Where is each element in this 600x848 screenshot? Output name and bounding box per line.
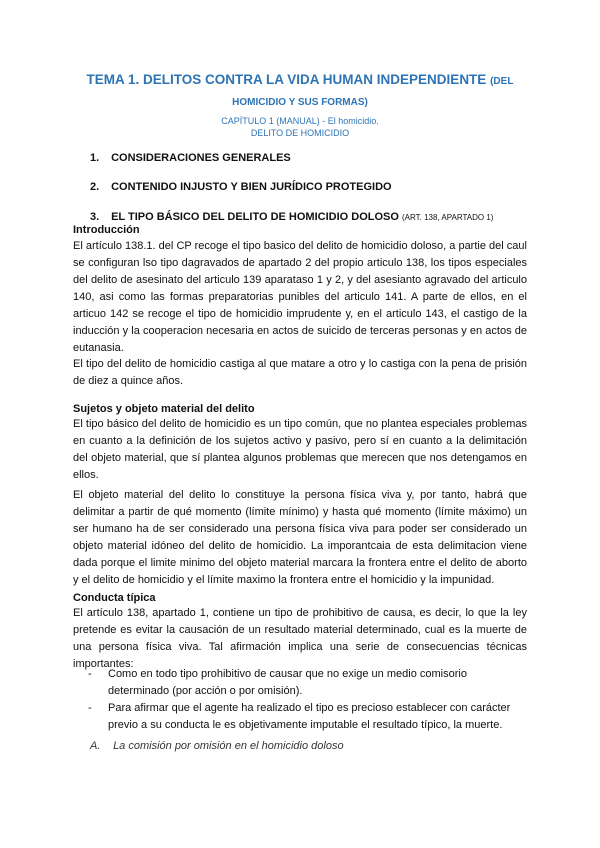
conducta-paragraph-1: El artículo 138, apartado 1, contiene un tipo de prohibitivo de causa, es decir, lo que la ley pretende es evitar la causación de un resultado material determinado, cual es la muerte de una persona física viva. Tal afirmación implica una serie de consecuencias técnicas importantes:: [73, 607, 527, 670]
heading-3-text: EL TIPO BÁSICO DEL DELITO DE HOMICIDIO DOLOSO: [111, 211, 399, 223]
dash-icon: -: [88, 668, 92, 680]
heading-2-number: 2.: [90, 181, 100, 193]
conducta-bullet-2-text: Para afirmar que el agente ha realizado el tipo es precioso establecer con carácter previo a su conducta le es objetivamente imputable el resultado típico, la muerte.: [108, 702, 511, 731]
introduccion-paragraph-2: El tipo del delito de homicidio castiga al que matare a otro y lo castiga con la pena de prisión de diez a quince años.: [73, 358, 527, 387]
introduccion-paragraph-1: El artículo 138.1. del CP recoge el tipo basico del delito de homicidio doloso, a partie del caul se configuran lso tipo dagravados de apartado 2 del propio articulo 138, los tipos especiales del delito de asesinato del articulo 139 aparataso 1 y 2, y del asesianto agravado del articulo 140, asi como las formas preparatorias punibles del articulo 141. A parte de ellos, en el articuo 142 se recoge el tipo de homicidio imprudente y, en el articulo 143, el castigo de la inducción y la cooperacion necesaria en actos de suicido de terceras personas y en actos de eutanasia.: [73, 240, 527, 354]
conducta-bullet-1-text: Como en todo tipo prohibitivo de causar que no exige un medio comisorio determinado (por acción o por omisión).: [108, 668, 467, 697]
title-main: TEMA 1. DELITOS CONTRA LA VIDA HUMAN INDEPENDIENTE: [86, 72, 487, 87]
heading-3-article-ref: (ART. 138, APARTADO 1): [401, 213, 494, 222]
heading-1-number: 1.: [90, 152, 100, 164]
dash-icon: -: [88, 702, 92, 714]
section-title-sujetos: Sujetos y objeto material del delito: [73, 403, 255, 415]
subheading-text: La comisión por omisión en el homicidio doloso: [113, 740, 344, 752]
title-line2: HOMICIDIO Y SUS FORMAS): [232, 97, 368, 108]
conducta-bullet-1: [88, 666, 527, 700]
heading-1: [90, 152, 291, 164]
subheading-letter: A.: [90, 740, 101, 752]
section-title-introduccion: Introducción: [73, 224, 140, 236]
subtitle-line2: DELITO DE HOMICIDIO: [250, 128, 350, 138]
title-small-part: (DEL: [490, 76, 514, 87]
heading-2: [90, 181, 392, 193]
sujetos-paragraph-1: El tipo básico del delito de homicidio es un tipo común, que no plantea especiales problemas en cuanto a la definición de los sujetos activo y pasivo, pero sí en cuanto a la delimitación del objeto material, que sí plantea algunos problemas que merecen que nos detengamos en ellos.: [73, 418, 527, 481]
sujetos-paragraph-2: El objeto material del delito lo constituye la persona física viva y, por tanto, habrá que delimitar a partir de qué momento (límite mínimo) y hasta qué momento (límite máximo) un ser humano ha de ser considerado una persona física viva para poder ser considerado un objeto material idóneo del delito de homicidio. La imporantcaia de esta delimitacion viene dada porque el limite minimo del objeto material marcara la frontera entre el delito de aborto y el delito de homicidio y el límite maximo la frontera entre el homicidio y la impunidad.: [73, 489, 527, 586]
heading-1-text: CONSIDERACIONES GENERALES: [111, 152, 291, 164]
conducta-subheading-a: [90, 740, 344, 752]
document-subtitle: [150, 115, 450, 139]
heading-3: [90, 211, 493, 223]
heading-2-text: CONTENIDO INJUSTO Y BIEN JURÍDICO PROTEGIDO: [111, 181, 392, 193]
section-title-conducta: Conducta típica: [73, 592, 156, 604]
heading-3-number: 3.: [90, 211, 100, 223]
document-title: [70, 70, 530, 112]
conducta-bullet-2: [88, 700, 527, 734]
subtitle-line1: CAPÍTULO 1 (MANUAL) - El homicidio.: [221, 116, 379, 126]
